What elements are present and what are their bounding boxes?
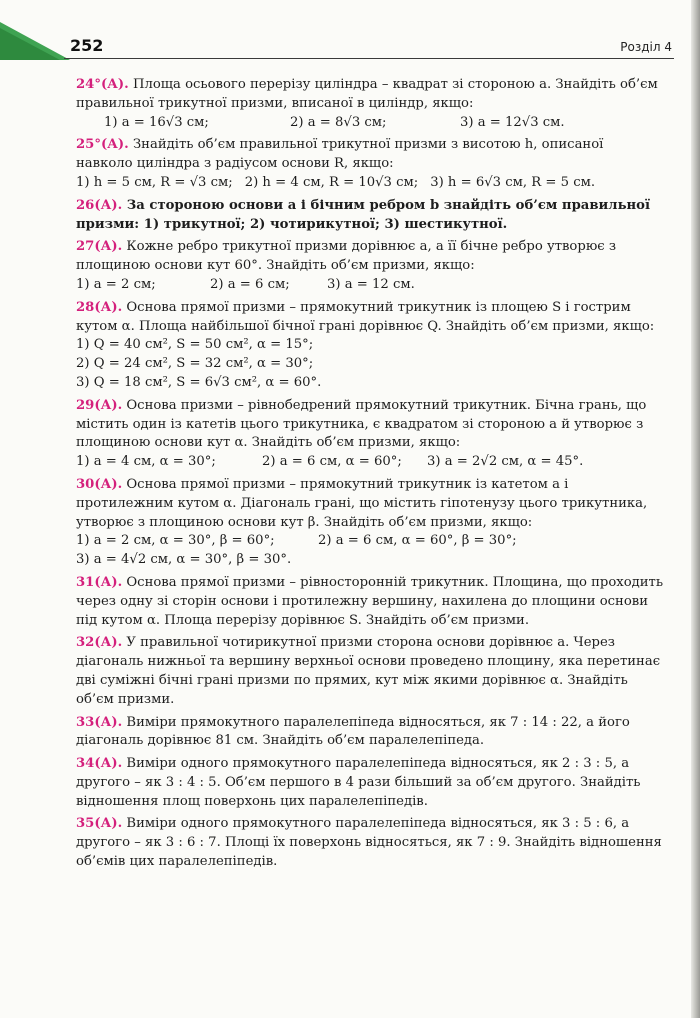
problem-text: Кожне ребро трикутної призми дорівнює a, а її бічне ребро утворює з площиною основи кут 60°. Знайдіть об’єм призми, якщо: xyxy=(76,239,617,274)
problem-number: 31(А). xyxy=(76,574,123,590)
problem-text: Основа призми – рівнобедрений прямокутний трикутник. Бічна грань, що містить один із катетів цього трикутника, є квадратом зі стороною a й утворює з площиною основи кут α. Знайдіть об’єм призми, якщо: xyxy=(76,397,647,451)
option: 1) a = 2 см; xyxy=(76,276,156,292)
option: 2) a = 6 см; xyxy=(210,276,290,292)
green-corner-wedge xyxy=(0,22,70,60)
option: 3) a = 12√3 см. xyxy=(460,114,565,130)
problem-number: 33(А). xyxy=(76,714,123,730)
problem-34 xyxy=(76,755,664,811)
option: 1) a = 16√3 см; xyxy=(104,114,209,130)
option-line: 1) Q = 40 см², S = 50 см², α = 15°; xyxy=(76,337,314,353)
problem-number: 29(А). xyxy=(76,397,123,413)
problem-text: За стороною основи a і бічним ребром b знайдіть об’єм правильної призми: 1) трикутної; 2) чотирикутної; 3) шестикутної. xyxy=(76,197,650,232)
option: 1) a = 2 см, α = 30°, β = 60°; xyxy=(76,533,275,549)
problem-text: Знайдіть об’єм правильної трикутної призми з висотою h, описаної навколо циліндра з радіусом основи R, якщо: xyxy=(76,137,604,172)
problem-32 xyxy=(76,634,664,709)
option: 3) h = 6√3 см, R = 5 см. xyxy=(430,174,596,190)
problem-number: 32(А). xyxy=(76,635,123,651)
option: 2) a = 6 см, α = 60°, β = 30°; xyxy=(318,533,517,549)
problem-options xyxy=(76,453,664,472)
problem-number: 30(А). xyxy=(76,476,123,492)
problem-options xyxy=(76,276,664,295)
problem-number: 24°(А). xyxy=(76,77,129,92)
option: 2) a = 6 см, α = 60°; xyxy=(262,454,402,470)
problem-number: 25°(А). xyxy=(76,137,129,153)
problem-text: У правильної чотирикутної призми сторона основи дорівнює a. Через діагональ нижньої та вершину верхньої основи проведено площину, яка перетинає дві суміжні бічні грані призми по прямих, кут між якими дорівнює α. Знайдіть об’єм призми. xyxy=(76,635,661,707)
option: 1) h = 5 см, R = √3 см; xyxy=(76,174,233,190)
problem-text: Виміри одного прямокутного паралелепіпеда відносяться, як 2 : 3 : 5, а другого – як 3 : 4 : 5. Об’єм першого в 4 рази більший за об’єм другого. Знайдіть відношення площ поверхонь цих паралелепіпедів. xyxy=(76,756,641,809)
problem-31 xyxy=(76,574,664,630)
problem-text: Площа осьового перерізу циліндра – квадрат зі стороною a. Знайдіть об’єм правильної трикутної призми, вписаної в циліндр, якщо: xyxy=(76,77,658,111)
problem-number: 28(А). xyxy=(76,299,123,315)
option-line: 3) a = 4√2 см, α = 30°, β = 30°. xyxy=(76,552,292,568)
problem-number: 34(А). xyxy=(76,756,123,772)
page-edge xyxy=(691,0,700,1018)
problem-26 xyxy=(76,197,664,235)
option: 3) a = 12 см. xyxy=(327,276,415,292)
page-number: 252 xyxy=(70,36,104,55)
option-line: 3) Q = 18 см², S = 6√3 см², α = 60°. xyxy=(76,374,322,390)
problem-24 xyxy=(76,76,664,132)
problem-text: Виміри прямокутного паралелепіпеда відносяться, як 7 : 14 : 22, а його діагональ дорівнює 81 см. Знайдіть об’єм паралелепіпеда. xyxy=(76,714,630,749)
problem-number: 35(А). xyxy=(76,816,123,832)
problem-options xyxy=(76,174,664,193)
section-title: Розділ 4 xyxy=(620,40,672,54)
option: 1) a = 4 см, α = 30°; xyxy=(76,454,216,470)
option: 2) a = 8√3 см; xyxy=(290,114,387,130)
page-header xyxy=(0,22,690,62)
problem-text: Виміри одного прямокутного паралелепіпеда відносяться, як 3 : 5 : 6, а другого – як 3 : 6 : 7. Площі їх поверхонь відносяться, як 7 : 9. Знайдіть відношення об’ємів цих паралелепіпедів. xyxy=(76,816,662,870)
option: 3) a = 2√2 см, α = 45°. xyxy=(427,454,584,470)
problem-number: 27(А). xyxy=(76,239,123,255)
problem-options xyxy=(104,114,664,133)
problem-list xyxy=(76,76,664,876)
problem-text: Основа прямої призми – рівносторонній трикутник. Площина, що проходить через одну зі сторін основи і протилежну вершину, нахилена до площини основи під кутом α. Площа перерізу дорівнює S. Знайдіть об’єм призми. xyxy=(76,574,664,628)
problem-text: Основа прямої призми – прямокутний трикутник із площею S і гострим кутом α. Площа найбільшої бічної грані дорівнює Q. Знайдіть об’єм призми, якщо: xyxy=(76,299,655,334)
problem-number: 26(А). xyxy=(76,197,123,213)
problem-27 xyxy=(76,238,664,294)
problem-options xyxy=(76,532,664,551)
problem-33 xyxy=(76,714,664,752)
problem-30 xyxy=(76,476,664,570)
header-rule xyxy=(64,58,674,59)
option-line: 2) Q = 24 см², S = 32 см², α = 30°; xyxy=(76,356,314,372)
problem-28 xyxy=(76,299,664,393)
option: 2) h = 4 см, R = 10√3 см; xyxy=(244,174,419,190)
problem-text: Основа прямої призми – прямокутний трикутник із катетом a і протилежним кутом α. Діагональ грані, що містить гіпотенузу цього трикутника, утворює з площиною основи кут β. Знайдіть об’єм призми, якщо: xyxy=(76,476,648,530)
problem-29 xyxy=(76,397,664,472)
problem-25 xyxy=(76,136,664,192)
problem-35 xyxy=(76,815,664,871)
